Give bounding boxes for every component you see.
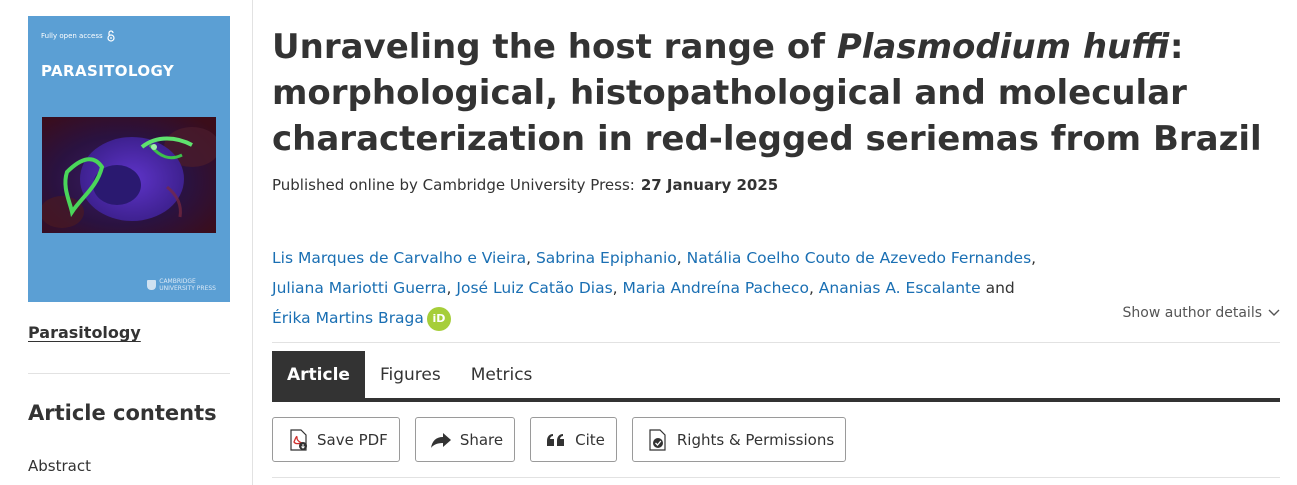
title-species: Plasmodium huffi [836,27,1170,67]
open-access-icon [107,30,115,42]
article-title [272,24,1272,162]
author-link[interactable]: Maria Andreína Pacheco [622,279,809,297]
chevron-down-icon [1268,309,1280,317]
and-conjunction: and [985,279,1015,297]
published-date: 27 January 2025 [640,176,779,194]
save-pdf-label: Save PDF [317,430,388,449]
cite-button[interactable] [530,417,617,462]
author-link[interactable]: Érika Martins Braga [272,309,424,327]
published-label: Published online by Cambridge University Press: [272,176,635,194]
title-part-1: Unraveling the host range of [272,27,837,67]
author-list: Lis Marques de Carvalho e Vieira, Sabrina Epiphanio, Natália Coelho Couto de Azevedo Fernandes, Juliana Mariotti Guerra, José Luiz Catão Dias, Maria Andreína Pacheco, Ananias A. Escalante and Érika Martins Braga iD [272,243,1112,333]
permissions-document-icon [647,429,669,451]
rights-permissions-label: Rights & Permissions [676,430,835,449]
show-author-details-label: Show author details [1122,305,1262,321]
share-label: Share [459,430,504,449]
tab-figures[interactable]: Figures [379,364,441,385]
author-link[interactable]: Lis Marques de Carvalho e Vieira [272,249,527,267]
cup-shield-icon [147,280,156,290]
orcid-icon[interactable]: iD [427,307,451,331]
cover-publisher-label: CAMBRIDGE UNIVERSITY PRESS [159,278,216,292]
open-access-badge [41,30,115,42]
save-pdf-button[interactable] [272,417,400,462]
header-divider [272,342,1280,343]
published-line [272,176,778,194]
share-arrow-icon [430,429,452,451]
cover-journal-name: PARASITOLOGY [41,62,175,80]
author-link[interactable]: Juliana Mariotti Guerra [272,279,447,297]
cup-logo [147,278,216,292]
title-part-2: : morphological, histopathological and molecular characterization in red-legged seriemas from Brazil [272,27,1262,159]
tab-article[interactable]: Article [272,351,365,398]
tab-metrics[interactable]: Metrics [470,364,533,385]
journal-link[interactable]: Parasitology [28,323,141,342]
open-access-label: Fully open access [41,32,103,40]
sidebar-divider [28,373,230,374]
show-author-details-toggle[interactable] [1123,305,1280,321]
author-link[interactable]: Sabrina Epiphanio [535,249,677,267]
pdf-icon [287,429,309,451]
actions-divider [272,477,1280,478]
quote-icon [545,429,567,451]
cover-microscopy-image [42,117,216,233]
article-contents-heading: Article contents [28,401,217,425]
share-button[interactable] [415,417,515,462]
journal-cover[interactable] [28,16,230,302]
contents-item-abstract[interactable]: Abstract [28,457,91,475]
rights-permissions-button[interactable] [632,417,846,462]
author-link[interactable]: José Luiz Catão Dias [456,279,613,297]
article-tabs [272,351,1280,402]
left-sidebar [0,0,253,485]
author-link[interactable]: Natália Coelho Couto de Azevedo Fernandes [686,249,1032,267]
cite-label: Cite [575,430,605,449]
author-link[interactable]: Ananias A. Escalante [818,279,981,297]
article-actions [272,417,846,462]
